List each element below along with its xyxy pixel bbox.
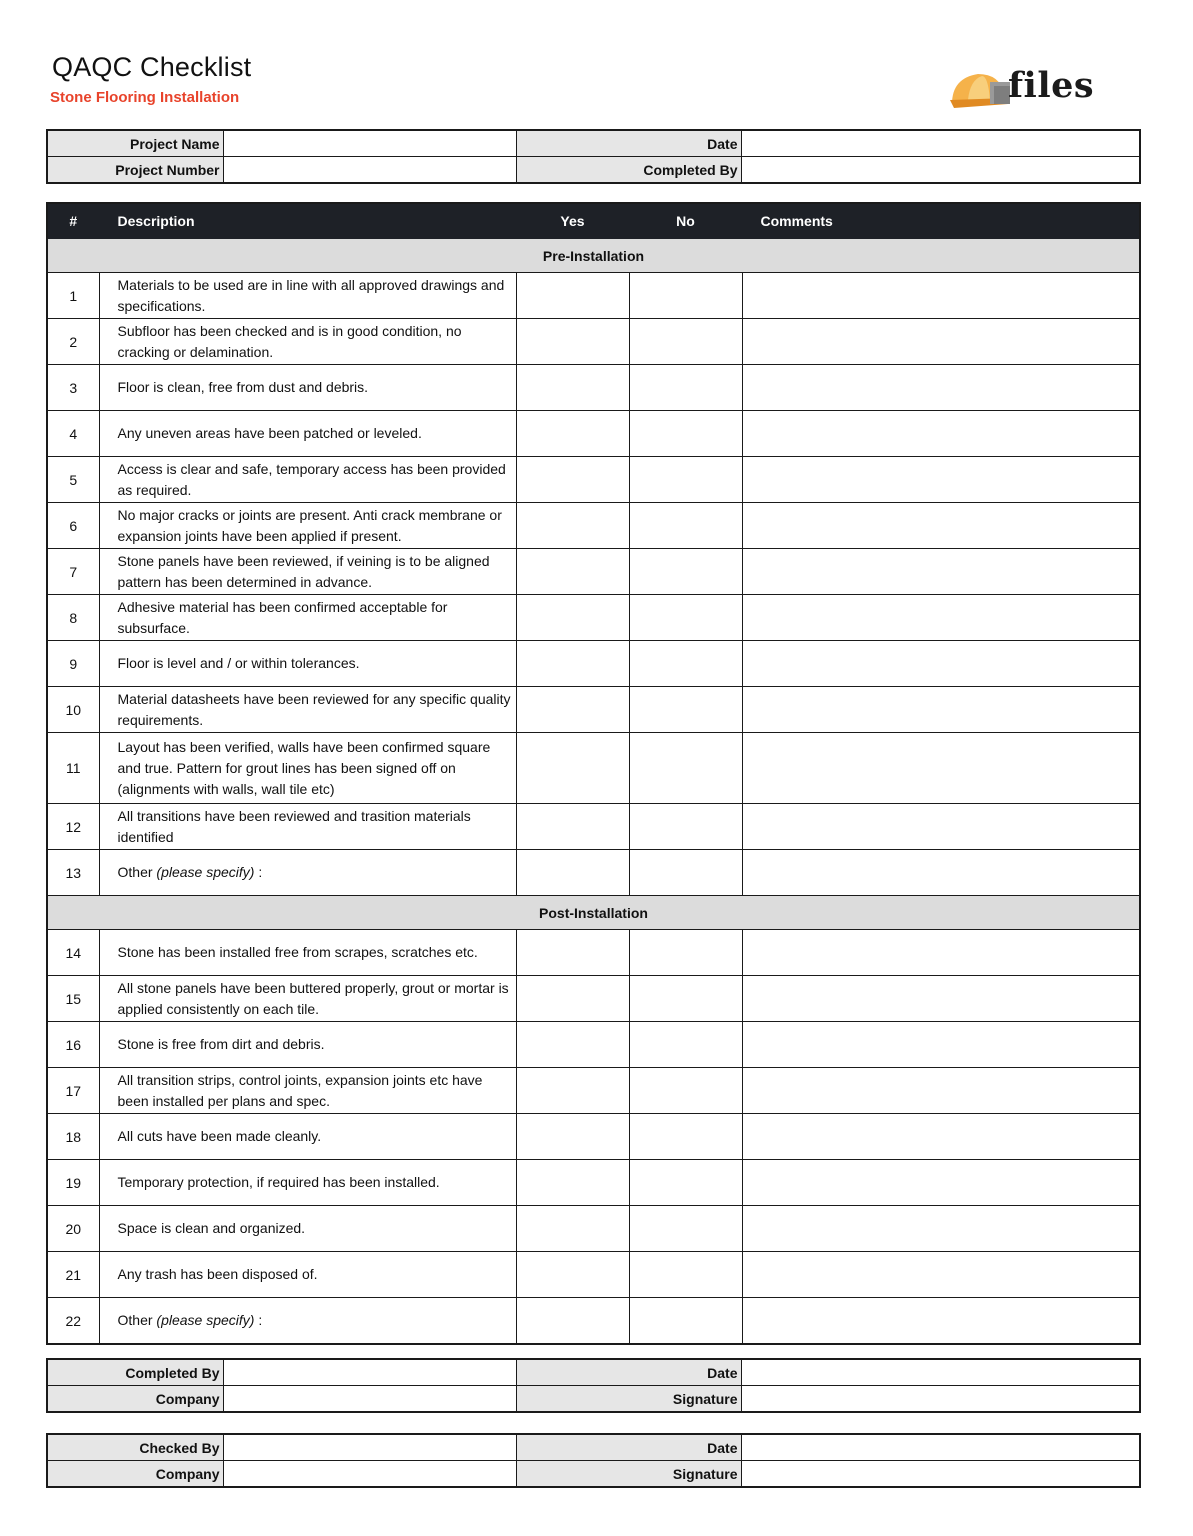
row-number: 13 (47, 850, 99, 896)
company-field[interactable] (223, 1386, 516, 1413)
row-number: 14 (47, 930, 99, 976)
comments-cell[interactable] (742, 733, 1140, 804)
no-cell[interactable] (629, 687, 742, 733)
checklist-row (47, 549, 1140, 595)
row-description: Any uneven areas have been patched or leveled. (99, 411, 516, 457)
row-description: Temporary protection, if required has been installed. (99, 1160, 516, 1206)
yes-cell[interactable] (516, 319, 629, 365)
comments-cell[interactable] (742, 976, 1140, 1022)
project-name-field[interactable] (223, 130, 516, 157)
row-description (99, 850, 516, 896)
row-description: Stone panels have been reviewed, if veining is to be aligned pattern has been determined in advance. (99, 549, 516, 595)
yes-cell[interactable] (516, 976, 629, 1022)
section-header-pre (47, 239, 1140, 273)
checked-signoff-table (46, 1433, 1141, 1488)
row-description: Stone has been installed free from scrapes, scratches etc. (99, 930, 516, 976)
row-number: 17 (47, 1068, 99, 1114)
company-label: Company (47, 1386, 223, 1413)
row-description: Adhesive material has been confirmed acceptable for subsurface. (99, 595, 516, 641)
row-description: Materials to be used are in line with all approved drawings and specifications. (99, 273, 516, 319)
no-cell[interactable] (629, 1068, 742, 1114)
col-header-yes: Yes (516, 203, 629, 239)
comments-cell[interactable] (742, 549, 1140, 595)
completed-by-field[interactable] (223, 1359, 516, 1386)
comments-cell[interactable] (742, 1068, 1140, 1114)
row-description (99, 1298, 516, 1345)
row-description: Access is clear and safe, temporary access has been provided as required. (99, 457, 516, 503)
yes-cell[interactable] (516, 365, 629, 411)
yes-cell[interactable] (516, 273, 629, 319)
yes-cell[interactable] (516, 503, 629, 549)
no-cell[interactable] (629, 549, 742, 595)
yes-cell[interactable] (516, 595, 629, 641)
comments-cell[interactable] (742, 273, 1140, 319)
no-cell[interactable] (629, 930, 742, 976)
row-description: Floor is level and / or within tolerances. (99, 641, 516, 687)
row-number: 1 (47, 273, 99, 319)
logo-wordmark: files (1008, 65, 1095, 106)
comments-cell[interactable] (742, 687, 1140, 733)
row-number: 12 (47, 804, 99, 850)
comments-cell[interactable] (742, 1206, 1140, 1252)
no-cell[interactable] (629, 976, 742, 1022)
col-header-no: No (629, 203, 742, 239)
yes-cell[interactable] (516, 804, 629, 850)
signature-field[interactable] (741, 1386, 1140, 1413)
yes-cell[interactable] (516, 457, 629, 503)
completed-by-label: Completed By (516, 157, 741, 184)
checklist-row (47, 595, 1140, 641)
no-cell[interactable] (629, 273, 742, 319)
row-number: 11 (47, 733, 99, 804)
checklist-row (47, 1298, 1140, 1345)
no-cell[interactable] (629, 503, 742, 549)
please-specify-label: (please specify) (156, 864, 255, 880)
completed-by-label: Completed By (47, 1359, 223, 1386)
comments-cell[interactable] (742, 411, 1140, 457)
yes-cell[interactable] (516, 1160, 629, 1206)
checked-by-label: Checked By (47, 1434, 223, 1461)
section-title: Pre-Installation (47, 239, 1140, 273)
row-description: All transitions have been reviewed and trasition materials identified (99, 804, 516, 850)
checklist-row (47, 733, 1140, 804)
row-number: 18 (47, 1114, 99, 1160)
project-info-table (46, 129, 1141, 184)
no-cell[interactable] (629, 641, 742, 687)
files-logo (948, 64, 1108, 112)
date-field[interactable] (741, 1434, 1140, 1461)
completed-by-field[interactable] (741, 157, 1140, 184)
comments-cell[interactable] (742, 804, 1140, 850)
company-field[interactable] (223, 1461, 516, 1488)
no-cell[interactable] (629, 804, 742, 850)
checklist-row (47, 273, 1140, 319)
comments-cell[interactable] (742, 365, 1140, 411)
comments-cell[interactable] (742, 457, 1140, 503)
row-number: 6 (47, 503, 99, 549)
no-cell[interactable] (629, 1114, 742, 1160)
yes-cell[interactable] (516, 850, 629, 896)
checklist-row (47, 850, 1140, 896)
page-subtitle: Stone Flooring Installation (50, 89, 240, 106)
please-specify-label: (please specify) (156, 1312, 255, 1328)
date-label: Date (516, 1434, 741, 1461)
comments-cell[interactable] (742, 1298, 1140, 1345)
date-field[interactable] (741, 130, 1140, 157)
date-field[interactable] (741, 1359, 1140, 1386)
project-number-label: Project Number (47, 157, 223, 184)
row-description: Stone is free from dirt and debris. (99, 1022, 516, 1068)
other-label: Other (117, 864, 153, 880)
no-cell[interactable] (629, 365, 742, 411)
project-name-label: Project Name (47, 130, 223, 157)
signature-label: Signature (516, 1386, 741, 1413)
yes-cell[interactable] (516, 1298, 629, 1345)
checklist-row (47, 976, 1140, 1022)
no-cell[interactable] (629, 411, 742, 457)
row-number: 16 (47, 1022, 99, 1068)
yes-cell[interactable] (516, 1206, 629, 1252)
col-header-comments: Comments (742, 203, 1140, 239)
colon-label: : (254, 1312, 263, 1328)
yes-cell[interactable] (516, 411, 629, 457)
row-number: 19 (47, 1160, 99, 1206)
row-description: Subfloor has been checked and is in good condition, no cracking or delamination. (99, 319, 516, 365)
checklist-row (47, 365, 1140, 411)
row-number: 22 (47, 1298, 99, 1345)
no-cell[interactable] (629, 319, 742, 365)
checklist-row (47, 1068, 1140, 1114)
completed-signoff-table (46, 1358, 1141, 1413)
row-number: 3 (47, 365, 99, 411)
checklist-row (47, 1206, 1140, 1252)
hard-hat-icon (948, 64, 1012, 112)
no-cell[interactable] (629, 1298, 742, 1345)
checklist-row (47, 319, 1140, 365)
comments-cell[interactable] (742, 1160, 1140, 1206)
checked-by-field[interactable] (223, 1434, 516, 1461)
yes-cell[interactable] (516, 1068, 629, 1114)
yes-cell[interactable] (516, 549, 629, 595)
checklist-row (47, 503, 1140, 549)
comments-cell[interactable] (742, 503, 1140, 549)
checklist-row (47, 411, 1140, 457)
comments-cell[interactable] (742, 850, 1140, 896)
row-description: Layout has been verified, walls have been confirmed square and true. Pattern for grout lines has been signed off on (alignments with walls, wall tile etc) (99, 733, 516, 804)
checklist-row (47, 1114, 1140, 1160)
checklist-row (47, 1022, 1140, 1068)
yes-cell[interactable] (516, 930, 629, 976)
no-cell[interactable] (629, 457, 742, 503)
yes-cell[interactable] (516, 1022, 629, 1068)
comments-cell[interactable] (742, 319, 1140, 365)
other-label: Other (117, 1312, 153, 1328)
row-number: 4 (47, 411, 99, 457)
no-cell[interactable] (629, 1160, 742, 1206)
checklist-row (47, 930, 1140, 976)
comments-cell[interactable] (742, 1114, 1140, 1160)
row-description: Material datasheets have been reviewed for any specific quality requirements. (99, 687, 516, 733)
date-label: Date (516, 1359, 741, 1386)
yes-cell[interactable] (516, 1252, 629, 1298)
signature-label: Signature (516, 1461, 741, 1488)
no-cell[interactable] (629, 1022, 742, 1068)
comments-cell[interactable] (742, 595, 1140, 641)
row-description: All transition strips, control joints, expansion joints etc have been installed per plans and spec. (99, 1068, 516, 1114)
row-number: 9 (47, 641, 99, 687)
no-cell[interactable] (629, 1206, 742, 1252)
no-cell[interactable] (629, 1252, 742, 1298)
project-number-field[interactable] (223, 157, 516, 184)
col-header-description: Description (99, 203, 516, 239)
yes-cell[interactable] (516, 687, 629, 733)
col-header-num: # (47, 203, 99, 239)
comments-cell[interactable] (742, 930, 1140, 976)
comments-cell[interactable] (742, 1252, 1140, 1298)
row-number: 7 (47, 549, 99, 595)
comments-cell[interactable] (742, 641, 1140, 687)
row-description: No major cracks or joints are present. Anti crack membrane or expansion joints have been applied if present. (99, 503, 516, 549)
checklist-row (47, 1160, 1140, 1206)
row-description: All cuts have been made cleanly. (99, 1114, 516, 1160)
row-number: 15 (47, 976, 99, 1022)
section-title: Post-Installation (47, 896, 1140, 930)
yes-cell[interactable] (516, 641, 629, 687)
row-number: 21 (47, 1252, 99, 1298)
row-number: 10 (47, 687, 99, 733)
page-title: QAQC Checklist (52, 52, 252, 82)
row-number: 2 (47, 319, 99, 365)
row-description: Floor is clean, free from dust and debris. (99, 365, 516, 411)
row-description: All stone panels have been buttered properly, grout or mortar is applied consistently on each tile. (99, 976, 516, 1022)
row-number: 5 (47, 457, 99, 503)
comments-cell[interactable] (742, 1022, 1140, 1068)
no-cell[interactable] (629, 595, 742, 641)
yes-cell[interactable] (516, 733, 629, 804)
row-description: Space is clean and organized. (99, 1206, 516, 1252)
date-label: Date (516, 130, 741, 157)
company-label: Company (47, 1461, 223, 1488)
yes-cell[interactable] (516, 1114, 629, 1160)
checklist-table (46, 202, 1141, 1345)
row-description: Any trash has been disposed of. (99, 1252, 516, 1298)
colon-label: : (254, 864, 263, 880)
checklist-row (47, 804, 1140, 850)
checklist-row (47, 457, 1140, 503)
checklist-row (47, 641, 1140, 687)
no-cell[interactable] (629, 850, 742, 896)
row-number: 8 (47, 595, 99, 641)
checklist-row (47, 687, 1140, 733)
section-header-post (47, 896, 1140, 930)
signature-field[interactable] (741, 1461, 1140, 1488)
no-cell[interactable] (629, 733, 742, 804)
checklist-row (47, 1252, 1140, 1298)
row-number: 20 (47, 1206, 99, 1252)
